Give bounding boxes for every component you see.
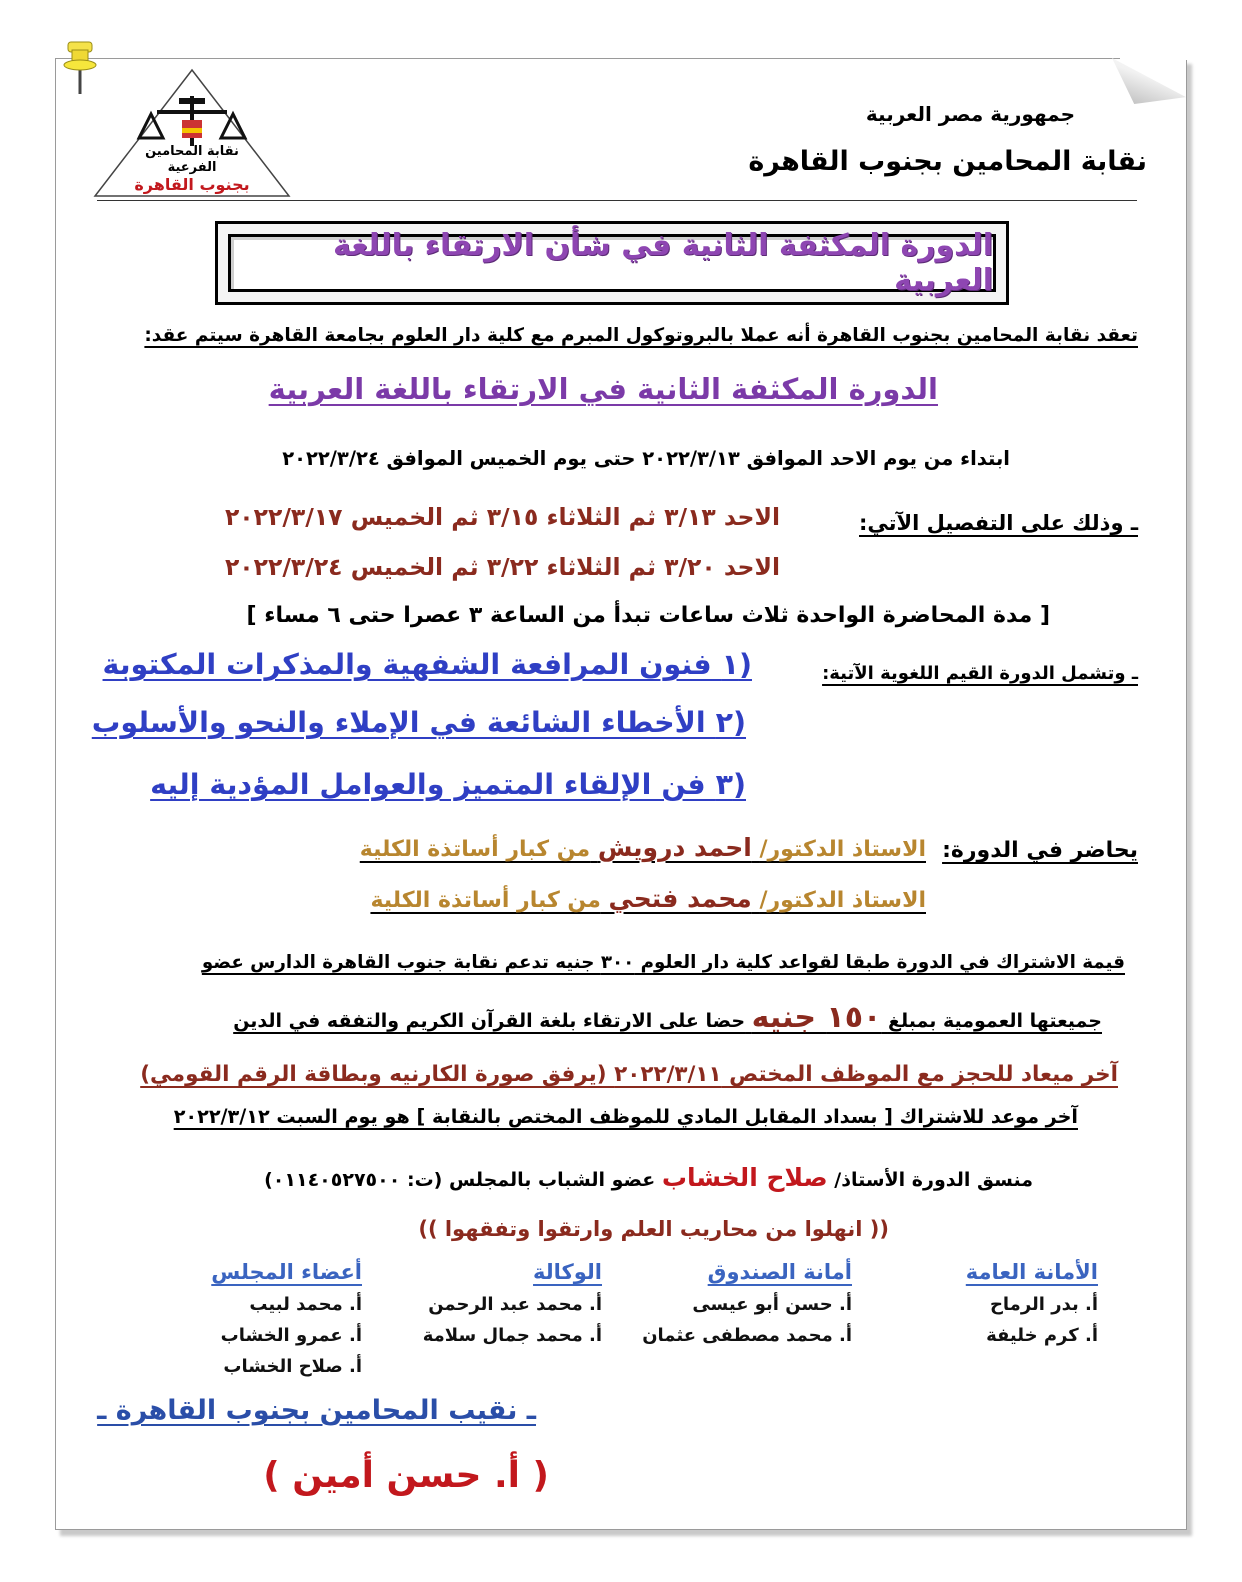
syndicate-name: نقابة المحامين بجنوب القاهرة: [748, 146, 1147, 177]
booking-deadline: آخر ميعاد للحجز مع الموظف المختص ٢٠٢٢/٣/١١ (يرفق صورة الكارنيه وبطاقة الرقم القومي): [140, 1062, 1118, 1087]
schedule-row-1: الاحد ٣/١٣ ثم الثلاثاء ٣/١٥ ثم الخميس ٢٠٢٢/٣/١٧: [224, 503, 780, 531]
committee-2-title: أمانة الصندوق: [707, 1260, 852, 1284]
title-inner: [228, 228, 996, 298]
committee-4-member-2: أ. عمرو الخشاب: [220, 1325, 362, 1346]
committee-4-title: أعضاء المجلس: [211, 1260, 362, 1284]
committee-council-members: [211, 1260, 362, 1377]
topics-label: ـ وتشمل الدورة القيم اللغوية الآتية:: [822, 663, 1138, 684]
course-subtitle: الدورة المكثفة الثانية في الارتقاء باللغة العربية: [268, 372, 938, 406]
payment-deadline: آخر موعد للاشتراك [ بسداد المقابل المادي للموظف المختص بالنقابة ] هو يوم السبت ٢٠٢٢/٣/١٢: [173, 1105, 1078, 1128]
schedule-row-2: الاحد ٣/٢٠ ثم الثلاثاء ٣/٢٢ ثم الخميس ٢٠٢٢/٣/٢٤: [224, 553, 780, 581]
committee-4-member-3: أ. صلاح الخشاب: [223, 1356, 362, 1377]
course-title: الدورة المكثفة الثانية في شأن الارتقاء باللغة العربية: [333, 228, 993, 298]
committee-agency: [423, 1260, 602, 1346]
topic-item-3: (٣ فن الإلقاء المتميز والعوامل المؤدية إليه: [150, 768, 746, 801]
schedule-label: ـ وذلك على التفصيل الآتي:: [859, 511, 1138, 535]
fee-line-2: [233, 1000, 1102, 1035]
date-range: ابتداء من يوم الاحد الموافق ٢٠٢٢/٣/١٣ حتى يوم الخميس الموافق ٢٠٢٢/٣/٢٤: [282, 447, 1010, 470]
fee-line-2-start: جميعتها العمومية بمبلغ: [887, 1010, 1102, 1032]
header-divider: [97, 200, 1137, 201]
topic-item-1: (١ فنون المرافعة الشفهية والمذكرات المكتوبة: [102, 648, 752, 681]
committee-general-secretariat: [966, 1260, 1098, 1346]
syndicate-emblem: [93, 68, 291, 198]
signature-name: ( أ. حسن أمين ): [263, 1455, 549, 1496]
title-frame: [215, 221, 1009, 305]
republic-name: جمهورية مصر العربية: [865, 102, 1075, 126]
lecturer-2-suffix: من كبار أساتذة الكلية: [370, 888, 601, 913]
emblem-line-3: بجنوب القاهرة: [134, 175, 250, 194]
topic-item-2: (٢ الأخطاء الشائعة في الإملاء والنحو والأسلوب: [91, 706, 746, 739]
committee-1-member-2: أ. كرم خليفة: [986, 1325, 1098, 1346]
signature-title: ـ نقيب المحامين بجنوب القاهرة ـ: [97, 1395, 536, 1426]
lecturer-row-2: [370, 884, 926, 913]
lecturer-row-1: [360, 833, 926, 862]
coordinator-name: صلاح الخشاب: [661, 1163, 828, 1192]
committee-3-member-1: أ. محمد عبد الرحمن: [428, 1294, 602, 1315]
committee-2-member-2: أ. محمد مصطفى عثمان: [642, 1325, 852, 1346]
lecturer-1-name: احمد درويش: [597, 833, 752, 862]
lecturers-label: يحاضر في الدورة:: [942, 838, 1138, 863]
lecturer-1-suffix: من كبار أساتذة الكلية: [359, 837, 591, 862]
coordinator-suffix: عضو الشباب بالمجلس (ت: ٠١١٤٠٥٢٧٥٠٠): [264, 1169, 656, 1191]
emblem-line-1: نقابة المحامين: [145, 144, 239, 159]
committee-1-member-1: أ. بدر الرماح: [989, 1294, 1098, 1315]
motto: (( انهلوا من محاريب العلم وارتقوا وتفقهوا )): [418, 1217, 889, 1241]
committee-2-member-1: أ. حسن أبو عيسى: [692, 1294, 852, 1315]
emblem-line-2: الفرعية: [167, 160, 217, 175]
coordinator-line: [264, 1163, 1033, 1192]
committee-3-title: الوكالة: [533, 1260, 602, 1284]
page-curl-shadow: [1120, 50, 1200, 60]
fee-line-1: قيمة الاشتراك في الدورة طبقا لقواعد كلية دار العلوم ٣٠٠ جنيه تدعم نقابة جنوب القاهرة الدارس عضو: [201, 952, 1125, 973]
lecturer-2-name: محمد فتحي: [608, 884, 752, 913]
intro-text: تعقد نقابة المحامين بجنوب القاهرة أنه عملا بالبروتوكول المبرم مع كلية دار العلوم بجامعة القاهرة سيتم عقد:: [144, 325, 1138, 346]
fee-amount: ١٥٠ جنيه: [751, 1000, 882, 1035]
committee-treasury: [642, 1260, 852, 1346]
lecturer-1-prefix: الاستاذ الدكتور/: [759, 837, 926, 862]
lecturer-2-prefix: الاستاذ الدكتور/: [759, 888, 926, 913]
committee-1-title: الأمانة العامة: [965, 1260, 1098, 1284]
committee-3-member-2: أ. محمد جمال سلامة: [422, 1325, 602, 1346]
coordinator-prefix: منسق الدورة الأستاذ/: [834, 1169, 1033, 1191]
committee-4-member-1: أ. محمد لبيب: [249, 1294, 362, 1315]
lecture-duration: [ مدة المحاضرة الواحدة ثلاث ساعات تبدأ من الساعة ٣ عصرا حتى ٦ مساء ]: [246, 603, 1050, 628]
fee-line-2-end: حضا على الارتقاء بلغة القرآن الكريم والتفقه في الدين: [233, 1010, 746, 1032]
